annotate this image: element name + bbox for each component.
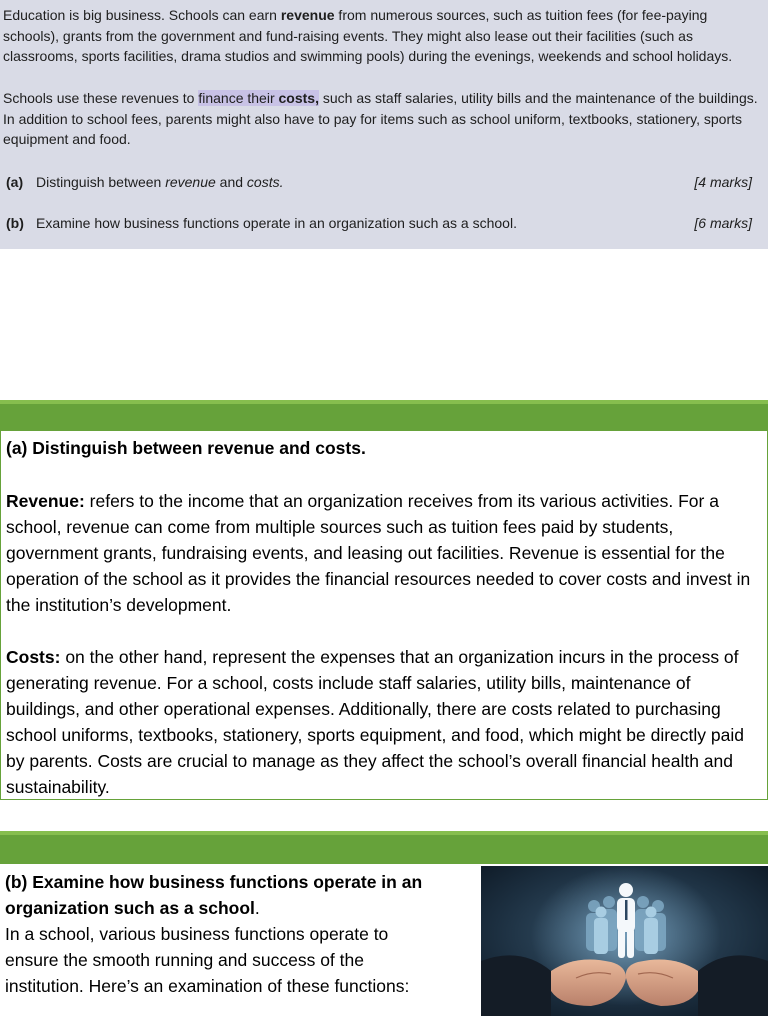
answer-a-box (0, 431, 768, 800)
highlighted-text: finance their costs, (198, 90, 319, 106)
case-paragraph-1: Education is big business. Schools can earn revenue from numerous sources, such as tuition fees (for fee-paying schools), grants from the government and fund-raising events. They might also lease out their facilities (such as classrooms, sports facilities, drama studios and swimming pools) during the evenings, weekends and school holidays. (3, 7, 733, 65)
hands-holding-people-icon (481, 866, 768, 1016)
revenue-paragraph: Revenue: refers to the income that an organization receives from its various activities. For a school, revenue can come from multiple sources such as tuition fees paid by students, government grants, fundraising events, and leasing out facilities. Revenue is essential for the operation of the school as it provides the financial resources needed to cover costs and invest in the institution’s development. (6, 491, 751, 615)
hands-holding-people-image (481, 866, 768, 1016)
answer-b-title: (b) Examine how business functions operate in an (5, 872, 423, 892)
case-paragraph-2: Schools use these revenues to finance their costs, such as staff salaries, utility bills and the maintenance of the buildings. In addition to school fees, parents might also have to pay for items such as school uniform, textbooks, stationery, sports equipment and food. (3, 90, 758, 148)
answer-b-line: ensure the smooth running and success of the (5, 950, 364, 970)
answer-b-text: (b) Examine how business functions operate in an organization such as a school. In a school, various business functions operate to ensure the smooth running and success of the institution. Here’s an examination of these functions: (5, 869, 475, 999)
section-a-header-bar (0, 400, 768, 431)
question-a: (a) Distinguish between revenue and costs. [4 marks] (6, 172, 752, 193)
term-revenue: revenue (280, 7, 335, 23)
case-study-panel (0, 0, 768, 249)
question-b: (b) Examine how business functions operate in an organization such as a school. [6 marks] (6, 213, 752, 234)
answer-b-line: institution. Here’s an examination of these functions: (5, 976, 410, 996)
costs-paragraph: Costs: on the other hand, represent the expenses that an organization incurs in the process of generating revenue. For a school, costs include staff salaries, utility bills, maintenance of buildings, and other operational expenses. Additionally, there are costs related to purchasing school uniforms, textbooks, stationery, sports equipment, and food, which might be directly paid by parents. Costs are crucial to manage as they affect the school’s overall financial health and sustainability. (6, 647, 744, 797)
question-b-marks: [6 marks] (694, 215, 752, 231)
question-a-marks: [4 marks] (694, 174, 752, 190)
answer-a-title: (a) Distinguish between revenue and costs. (6, 438, 366, 458)
answer-b-line: In a school, various business functions operate to (5, 924, 389, 944)
section-b-header-bar (0, 831, 768, 864)
